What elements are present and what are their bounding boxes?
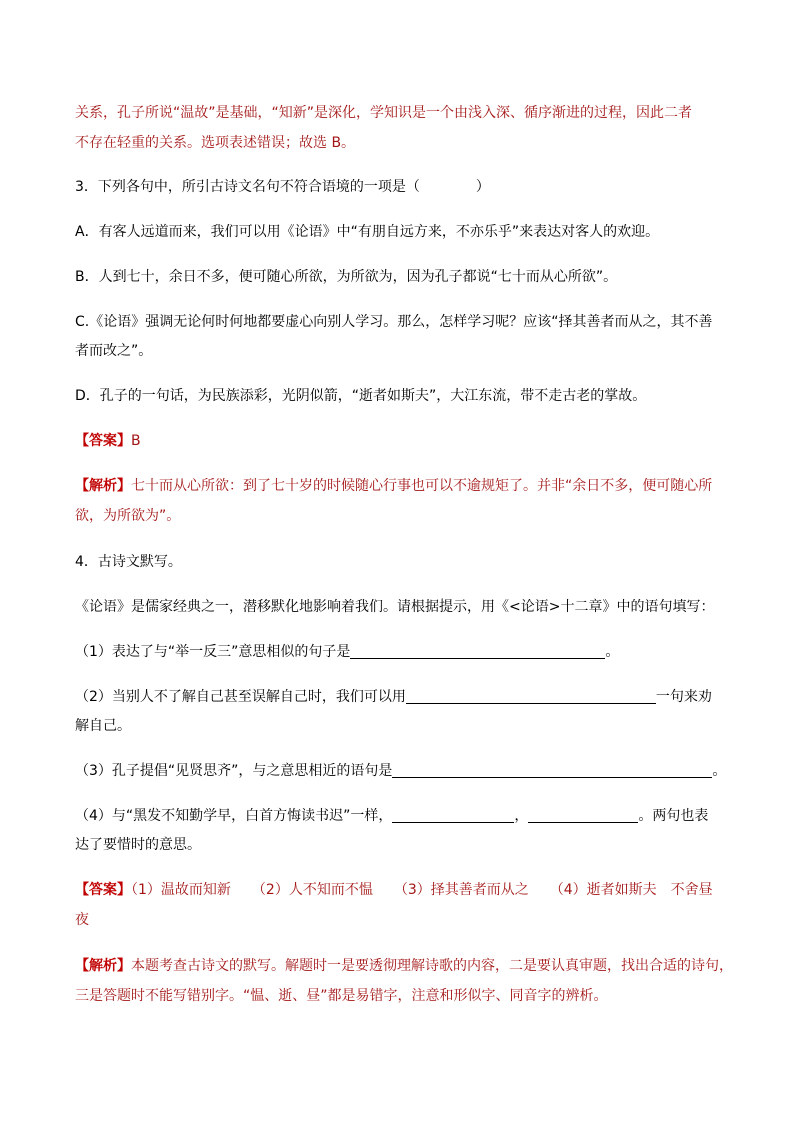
q3-option-b: B．人到七十，余日不多，便可随心所欲，为所欲为，因为孔子都说“七十而从心所欲”。 [75,269,618,285]
q4-item-2-text: （2）当别人不了解自己甚至误解自己时，我们可以用 [75,689,406,705]
q4-item-1-text: （1）表达了与“举一反三”意思相似的句子是 [75,644,351,660]
q3-option-c-line-1: C.《论语》强调无论何时何地都要虚心向别人学习。那么，怎样学习呢？应该“择其善者而从之，其不善 [75,314,713,330]
fill-blank-4a[interactable] [392,806,514,823]
q4-analysis-text: 本题考查古诗文的默写。解题时一是要透彻理解诗歌的内容，二是要认真审题，找出合适的诗句， [131,958,733,974]
q3-stem-close: ） [475,179,490,195]
q4-item-4-line-2: 达了要惜时的意思。 [75,837,201,853]
q3-answer [75,430,725,453]
q4-item-4-text: （4）与“黑发不知勤学早，白首方悔读书迟”一样， [75,808,393,824]
q3-answer-value: B [131,433,141,449]
analysis-tag: 【解析】 [75,958,131,974]
answer-tag: 【答案】 [75,433,131,449]
q3-option-a: A．有客人远道而来，我们可以用《论语》中“有朋自远方来，不亦乐乎”来表达对客人的欢迎。 [75,224,660,240]
prev-analysis-line-2: 不存在轻重的关系。选项表述错误；故选 B。 [75,135,356,151]
q3-stem [75,176,725,199]
q4-item-3-end: 。 [712,763,727,779]
fill-blank-2[interactable] [406,687,656,704]
q4-item-4-comma: ， [514,808,529,824]
q4-answer-text: （1）温故而知新 （2）人不知而不愠 （3）择其善者而从之 （4）逝者如斯夫 不舍昼 [131,882,713,898]
q4-answer-line-1 [75,879,725,902]
fill-blank-1[interactable] [350,642,605,659]
q4-analysis-line-1 [75,955,733,978]
q4-analysis-line-2: 三是答题时不能写错别字。“愠、逝、昼”都是易错字，注意和形似字、同音字的辨析。 [75,988,608,1004]
q4-item-2 [75,686,725,709]
q4-stem: 4．古诗文默写。 [75,554,182,570]
q4-item-1 [75,641,725,664]
q4-item-2-line-2: 解自己。 [75,718,131,734]
fill-blank-4b[interactable] [528,806,638,823]
q4-answer-line-2: 夜 [75,912,89,928]
q3-analysis-text: 七十而从心所欲：到了七十岁的时候随心行事也可以不逾规矩了。并非“余日不多，便可随心所 [131,478,713,494]
q4-item-4 [75,805,725,828]
prev-analysis-line-1: 关系，孔子所说“温故”是基础，“知新”是深化，学知识是一个由浅入深、循序渐进的过程，因此二者 [75,105,693,121]
answer-tag: 【答案】 [75,882,131,898]
analysis-tag: 【解析】 [75,478,131,494]
q4-intro: 《论语》是儒家经典之一，潜移默化地影响着我们。请根据提示，用《<论语>十二章》中的语句填写： [75,599,715,615]
q4-item-2-end: 一句来劝 [655,689,712,705]
q3-analysis-line-2: 欲，为所欲为”。 [75,508,181,524]
q4-item-3-text: （3）孔子提倡“见贤思齐”，与之意思相近的语句是 [75,763,393,779]
q3-stem-text: 3．下列各句中，所引古诗文名句不符合语境的一项是（ [75,179,420,195]
q3-analysis-line-1 [75,475,725,498]
q4-item-3 [75,760,725,783]
q4-item-1-end: 。 [605,644,620,660]
q4-item-4-end: 。两句也表 [638,808,709,824]
q3-option-d: D．孔子的一句话，为民族添彩，光阴似箭，“逝者如斯夫”，大江东流，带不走古老的掌故。 [75,388,647,404]
fill-blank-3[interactable] [392,761,712,778]
q3-option-c-line-2: 者而改之”。 [75,343,153,359]
